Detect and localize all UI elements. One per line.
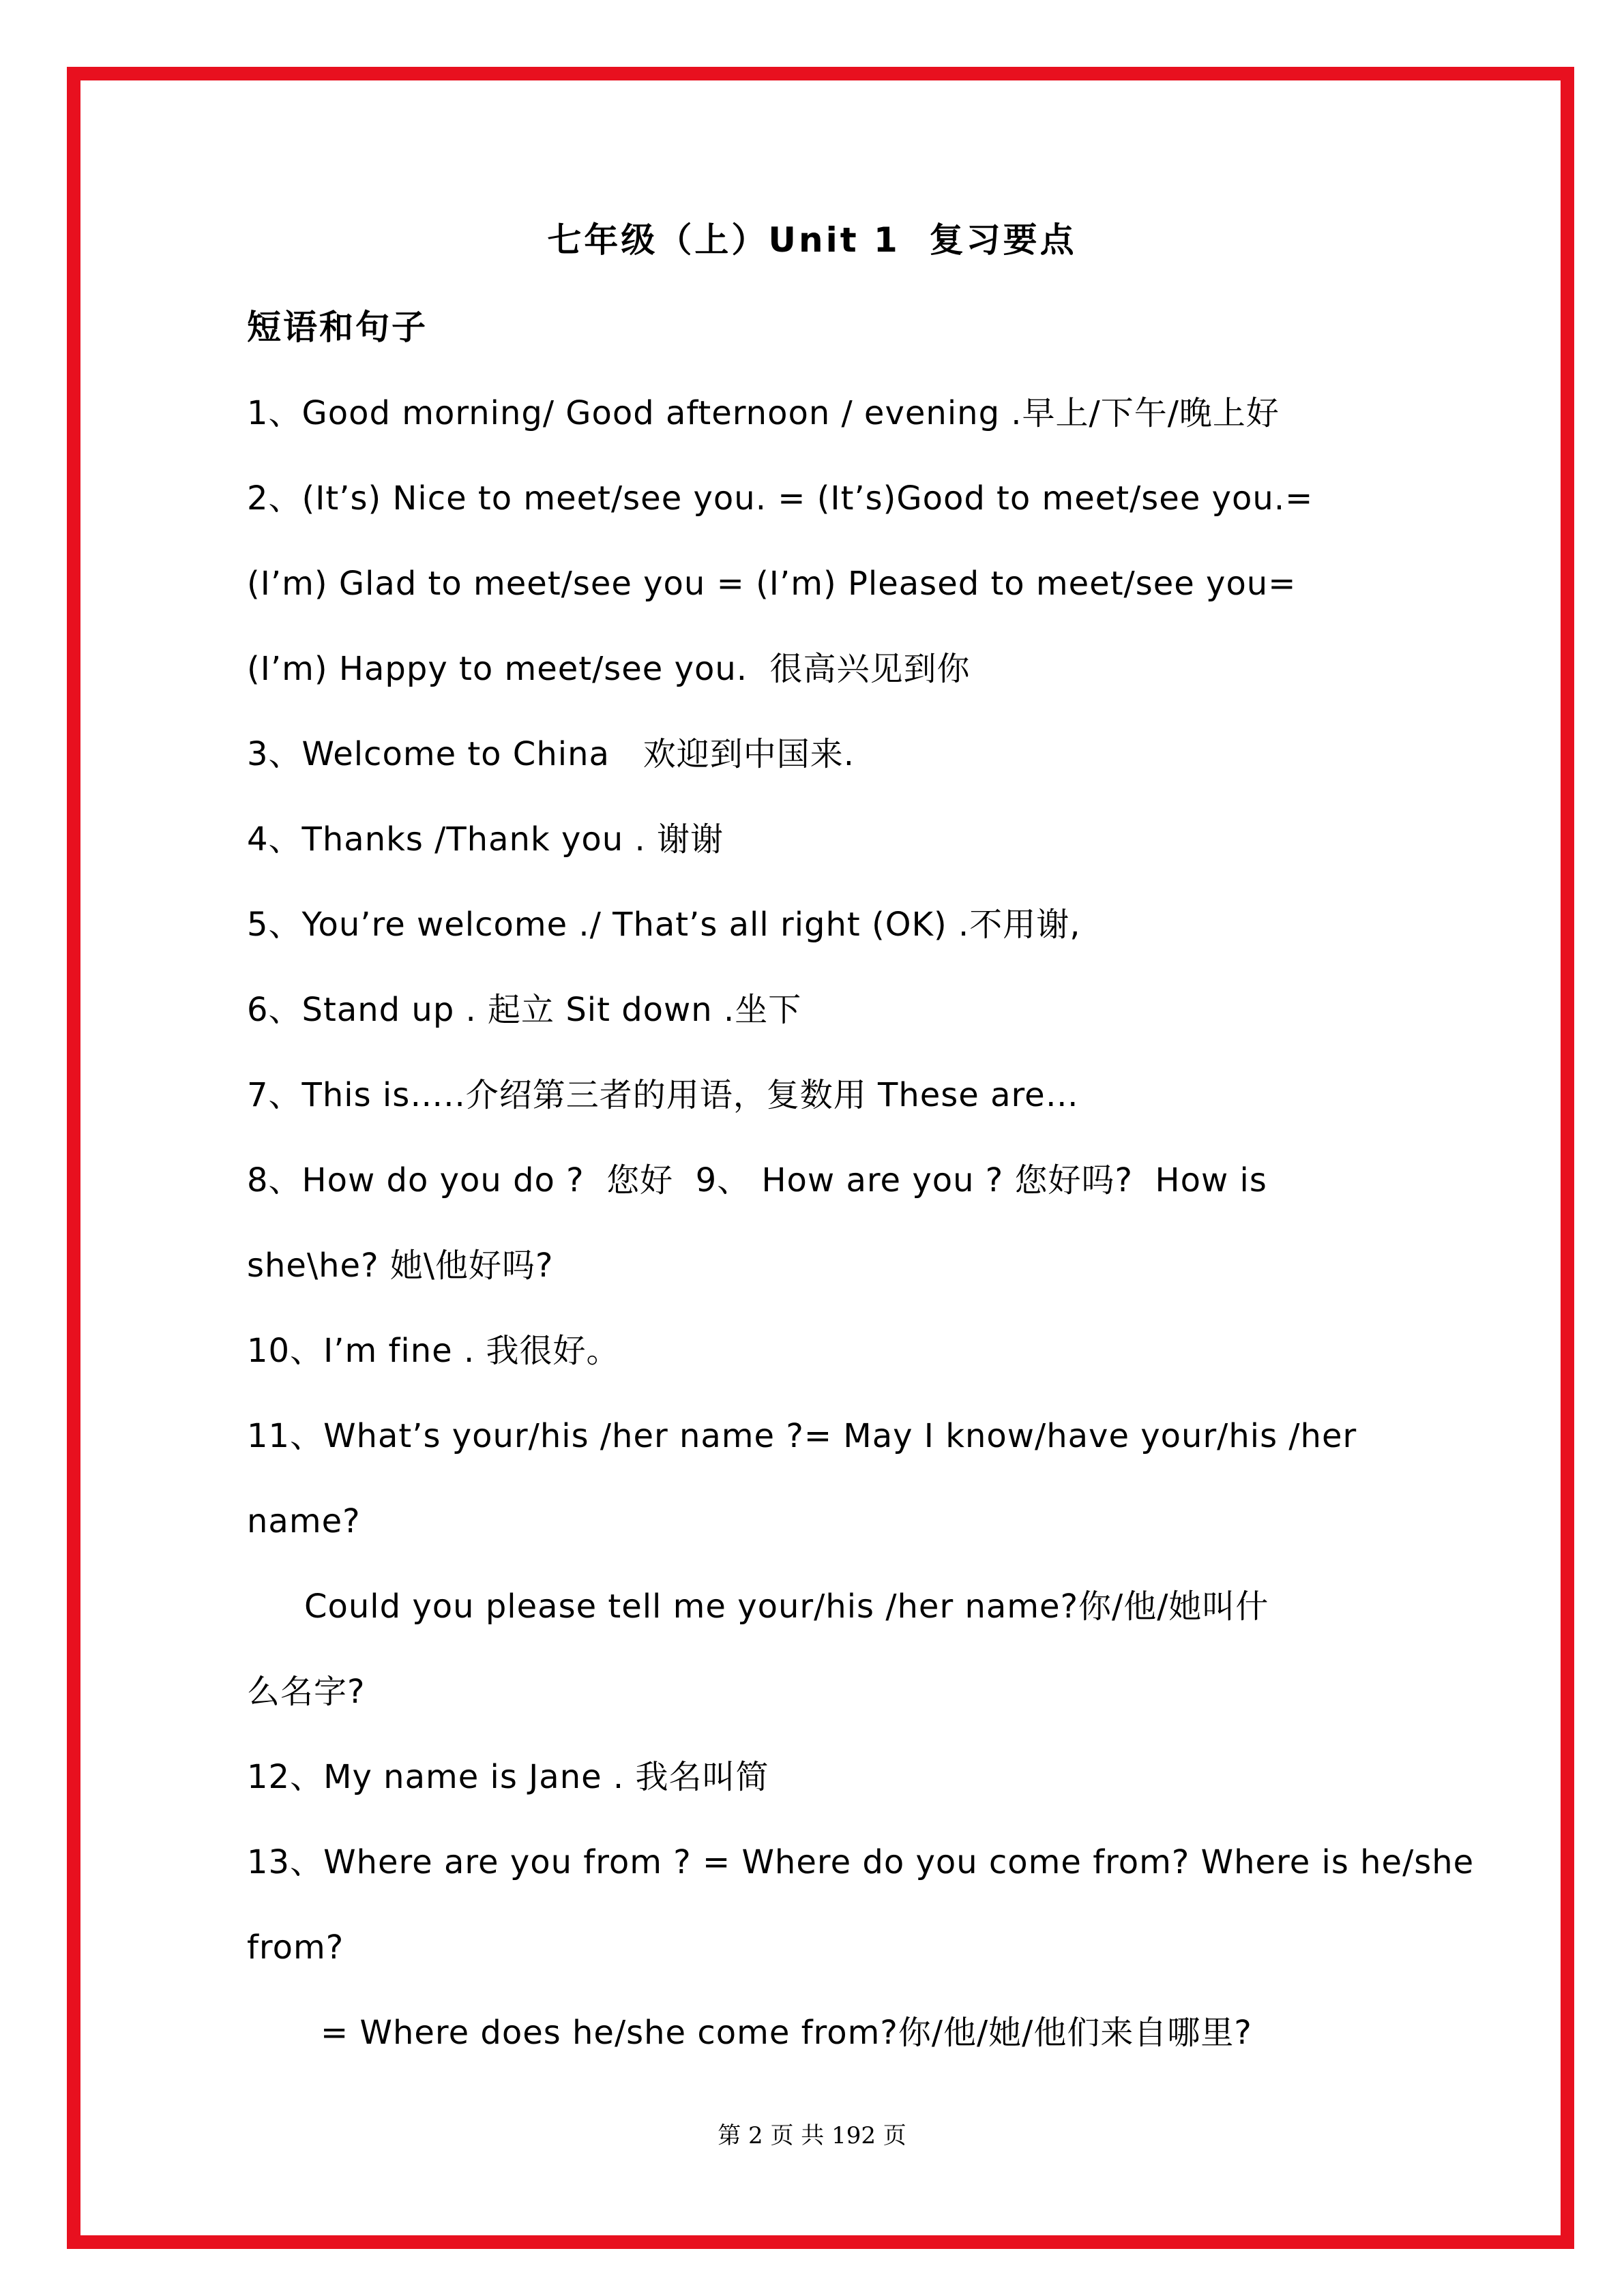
text-line-1: 1、Good morning/ Good afternoon / evening .早上/下午/晚上好 [247, 394, 1280, 432]
text-line-9: 7、This is…..介绍第三者的用语，复数用 These are… [247, 1076, 1079, 1114]
text-line-15: Could you please tell me your/his /her name?你/他/她叫什 [304, 1587, 1269, 1626]
text-line-4: (I’m) Happy to meet/see you. 很高兴见到你 [247, 650, 971, 688]
text-line-16: 么名字? [247, 1673, 366, 1711]
page-title: 七年级（上）Unit 1 复习要点 [547, 220, 1077, 260]
text-line-19: from? [247, 1928, 344, 1967]
text-line-12: 10、I’m fine . 我很好。 [247, 1332, 620, 1370]
text-line-5: 3、Welcome to China 欢迎到中国来. [247, 735, 855, 773]
text-line-17: 12、My name is Jane . 我名叫简 [247, 1758, 769, 1796]
text-line-6: 4、Thanks /Thank you . 谢谢 [247, 820, 724, 859]
text-line-8: 6、Stand up . 起立 Sit down .坐下 [247, 991, 802, 1029]
text-line-10: 8、How do you do ? 您好 9、 How are you ? 您好吗? How is [247, 1161, 1267, 1199]
page-footer: 第 2 页 共 192 页 [718, 2122, 906, 2149]
text-line-14: name? [247, 1502, 361, 1540]
text-line-18: 13、Where are you from ? = Where do you come from? Where is he/she [247, 1843, 1475, 1881]
text-line-2: 2、(It’s) Nice to meet/see you. = (It’s)Good to meet/see you.= [247, 479, 1314, 518]
section-heading: 短语和句子 [247, 308, 428, 347]
text-line-3: (I’m) Glad to meet/see you = (I’m) Pleased to meet/see you= [247, 565, 1297, 603]
text-line-20: = Where does he/she come from?你/他/她/他们来自哪里? [321, 2014, 1252, 2052]
text-line-11: she\he? 她\他好吗? [247, 1247, 554, 1285]
text-line-13: 11、What’s your/his /her name ?= May I know/have your/his /her [247, 1417, 1357, 1455]
text-line-7: 5、You’re welcome ./ That’s all right (OK) .不用谢, [247, 906, 1081, 944]
